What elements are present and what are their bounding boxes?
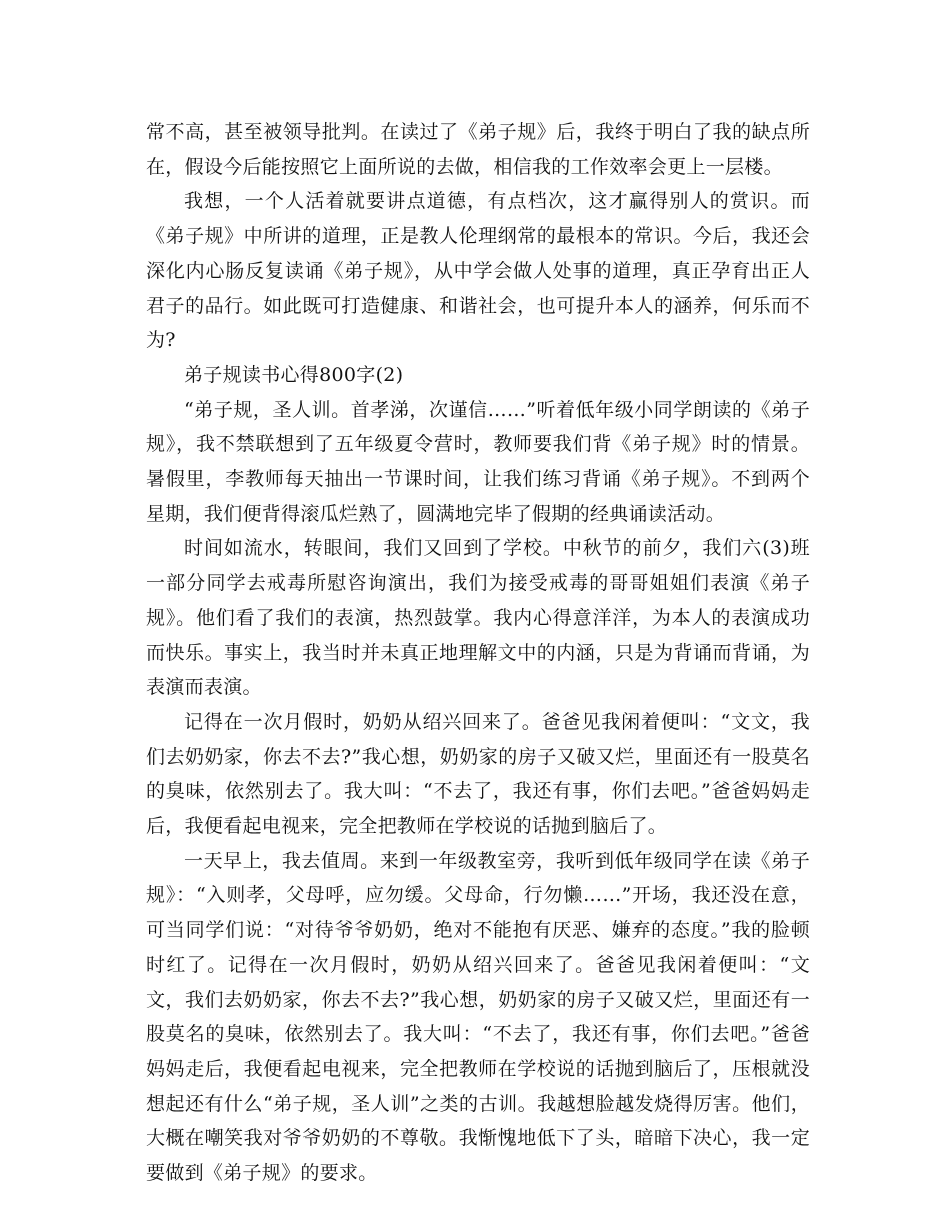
document-body [146, 115, 810, 1191]
paragraph-summer-camp: “弟子规，圣人训。首孝涕，次谨信……”听着低年级小同学朗读的《弟子规》，我不禁联想到了五年级夏令营时，教师要我们背《弟子规》时的情景。暑假里，李教师每天抽出一节课时间，让我们练习背诵《弟子规》。不到两个星期，我们便背得滚瓜烂熟了，圆满地完毕了假期的经典诵读活动。 [146, 398, 810, 525]
paragraph-continuation: 常不高，甚至被领导批判。在读过了《弟子规》后，我终于明白了我的缺点所在，假设今后能按照它上面所说的去做，相信我的工作效率会更上一层楼。 [146, 121, 810, 178]
section-heading: 弟子规读书心得800字(2) [184, 363, 404, 386]
paragraph-performance: 时间如流水，转眼间，我们又回到了学校。中秋节的前夕，我们六(3)班一部分同学去戒毒所慰咨询演出，我们为接受戒毒的哥哥姐姐们表演《弟子规》。他们看了我们的表演，热烈鼓掌。我内心得意洋洋，为本人的表演成功而快乐。事实上，我当时并未真正地理解文中的内涵，只是为背诵而背诵，为表演而表演。 [146, 537, 810, 699]
paragraph-morality: 我想，一个人活着就要讲点道德，有点档次，这才赢得别人的赏识。而《弟子规》中所讲的道理，正是教人伦理纲常的最根本的常识。今后，我还会深化内心肠反复读诵《弟子规》，从中学会做人处事的道理，真正孕育出正人君子的品行。如此既可打造健康、和谐社会，也可提升本人的涵养，何乐而不为? [146, 190, 810, 352]
paragraph-grandma-visit: 记得在一次月假时，奶奶从绍兴回来了。爸爸见我闲着便叫：“文文，我们去奶奶家，你去不去?”我心想，奶奶家的房子又破又烂，里面还有一股莫名的臭味，依然别去了。我大叫：“不去了，我还有事，你们去吧。”爸爸妈妈走后，我便看起电视来，完全把教师在学校说的话抛到脑后了。 [146, 710, 810, 838]
paragraph-realization: 一天早上，我去值周。来到一年级教室旁，我听到低年级同学在读《弟子规》：“入则孝，父母呼，应勿缓。父母命，行勿懒……”开场，我还没在意，可当同学们说：“对待爷爷奶奶，绝对不能抱有厌恶、嫌弃的态度。”我的脸顿时红了。记得在一次月假时，奶奶从绍兴回来了。爸爸见我闲着便叫：“文文，我们去奶奶家，你去不去?”我心想，奶奶家的房子又破又烂，里面还有一股莫名的臭味，依然别去了。我大叫：“不去了，我还有事，你们去吧。”爸爸妈妈走后，我便看起电视来，完全把教师在学校说的话抛到脑后了，压根就没想起还有什么“弟子规，圣人训”之类的古训。我越想脸越发烧得厉害。他们，大概在嘲笑我对爷爷奶奶的不尊敬。我惭愧地低下了头，暗暗下决心，我一定要做到《弟子规》的要求。 [146, 849, 810, 1185]
